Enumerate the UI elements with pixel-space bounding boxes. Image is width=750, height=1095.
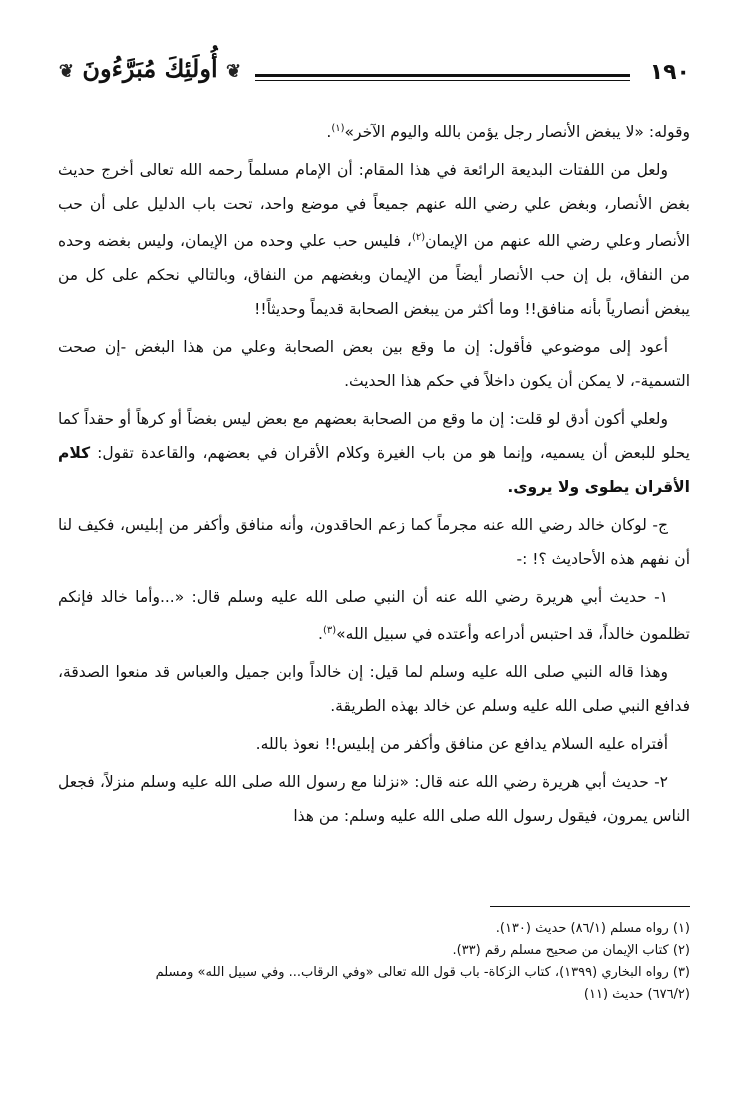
page-number: ١٩٠ <box>649 60 690 85</box>
book-title-text: أُولَئِكَ مُبَرَّءُونَ <box>82 54 218 83</box>
footnote-ref: (٣) <box>322 625 337 637</box>
footnote-ref: (١) <box>331 123 345 134</box>
book-title <box>50 54 250 94</box>
paragraph: ٢- حديث أبي هريرة رضي الله عنه قال: «نزلنا مع رسول الله صلى الله عليه وسلم منزلاً، فجعل الناس يمرون، فيقول رسول الله صلى الله عليه وسلم: من هذا <box>58 773 690 826</box>
footnotes <box>58 918 690 1006</box>
ornament-icon: ❦ <box>225 61 242 82</box>
header-rule <box>255 74 630 81</box>
footnote-rule <box>490 906 690 907</box>
paragraph: وقوله: «لا يبغض الأنصار رجل يؤمن بالله واليوم الآخر»$^{(١)}$. <box>326 123 690 142</box>
bold-maxim: كلام الأقران يطوى ولا يروى. <box>58 444 690 497</box>
footnote: (٢) كتاب الإيمان من صحيح مسلم رقم (٣٣). <box>452 943 690 958</box>
footnote-ref: (٢) <box>411 232 426 244</box>
paragraph: أعود إلى موضوعي فأقول: إن ما وقع بين بعض الصحابة وعلي من هذا البغض -إن صحت التسمية-، لا يمكن أن يكون داخلاً في حكم هذا الحديث. <box>58 338 690 391</box>
page-header <box>50 56 690 96</box>
body-text <box>58 112 690 837</box>
paragraph: ولعل من اللفتات البديعة الرائعة في هذا المقام: أن الإمام مسلماً رحمه الله تعالى أخرج حديث بغض الأنصار، وبغض علي رضي الله عنهم جميعاً في موضع واحد، تحت باب الدليل على أن حب الأنصار وعلي رضي الله عنهم من الإيمان$^{(٢)}$، فليس حب علي وحده من الإيمان، وليس بغضه وحده من النفاق، بل إن حب الأنصار أيضاً من الإيمان وبغضهم من النفاق، وبالتالي نحكم على كل من يبغض أنصارياً بأنه منافق!! وما أكثر من يبغض الصحابة قديماً وحديثاً!! <box>58 161 690 319</box>
paragraph: أفتراه عليه السلام يدافع عن منافق وأكفر من إبليس!! نعوذ بالله. <box>255 735 668 754</box>
footnote: (٦٧٦/٢) حديث (١١) <box>583 987 690 1002</box>
footnote: (١) رواه مسلم (٨٦/١) حديث (١٣٠). <box>495 921 690 936</box>
footnote: (٣) رواه البخاري (١٣٩٩)، كتاب الزكاة- باب قول الله تعالى «وفي الرقاب... وفي سبيل الله» ومسلم <box>155 965 690 980</box>
paragraph: ١- حديث أبي هريرة رضي الله عنه أن النبي صلى الله عليه وسلم قال: «...وأما خالد فإنكم تظلمون خالداً، قد احتبس أدراعه وأعتده في سبيل الله»$^{(٣)}$. <box>58 588 690 644</box>
ornament-icon: ❦ <box>58 61 75 82</box>
paragraph: وهذا قاله النبي صلى الله عليه وسلم لما قيل: إن خالداً وابن جميل والعباس قد منعوا الصدقة، فدافع النبي صلى الله عليه وسلم عن خالد بهذه الطريقة. <box>58 663 690 716</box>
paragraph: ولعلي أكون أدق لو قلت: إن ما وقع من الصحابة بعضهم مع بعض ليس بغضاً أو كرهاً أو حقداً كما يحلو للبعض أن يسميه، وإنما هو من باب الغيرة وكلام الأقران في بعضهم، والقاعدة تقول: كلام الأقران يطوى ولا يروى. <box>58 410 690 497</box>
paragraph: ج- لوكان خالد رضي الله عنه مجرماً كما زعم الحاقدون، وأنه منافق وأكفر من إبليس، فكيف لنا أن نفهم هذه الأحاديث ؟! :- <box>58 516 690 569</box>
